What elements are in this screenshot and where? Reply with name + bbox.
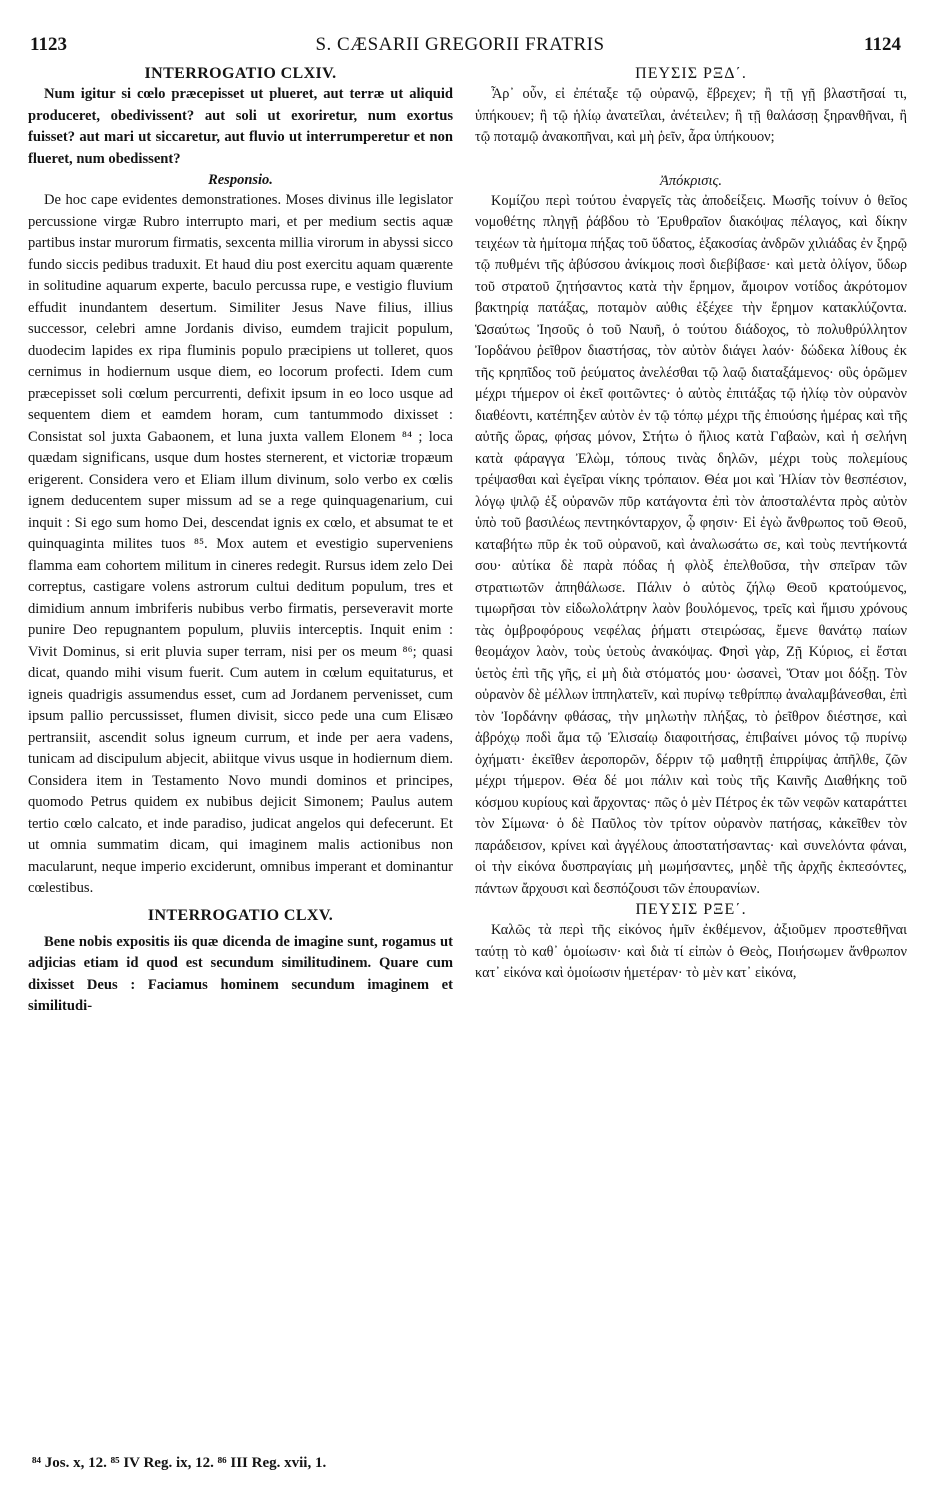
greek-column xyxy=(475,64,907,985)
latin-column xyxy=(28,64,453,1018)
latin-q165-heading: INTERROGATIO CLXV. xyxy=(147,906,334,924)
greek-responsio-label: Ἀπόκρισις. xyxy=(659,172,722,189)
greek-q165-heading: ΠΕΥΣΙΣ ΡΞΕ΄. xyxy=(635,901,747,918)
latin-q164-text: Num igitur si cœlo præcepisset ut plueret, aut terræ ut aliquid produceret, obedivissent? aut soli ut exoriretur, num exortus fuisset? aut mari ut siccaretur, aut fluvio ut interrumperetur et non flueret, num obedissent? xyxy=(28,86,453,167)
greek-q164-text: Ἆρ᾽ οὖν, εἰ ἐπέταξε τῷ οὐρανῷ, ἔβρεχεν; ἢ τῇ γῇ βλαστῆσαί τι, ὑπήκουεν; ἢ τῷ ἡλίῳ ἀνατεῖλαι, ἀνέτειλεν; ἢ τῇ θαλάσσῃ ξηρανθῆναι, ἢ τῷ ποταμῷ ἀνακοπῆναι, καὶ μὴ ῥεῖν, ἆρα ὑπήκουον; xyxy=(475,86,907,145)
greek-q164-heading: ΠΕΥΣΙΣ ΡΞΔ΄. xyxy=(635,65,747,82)
footnotes: ⁸⁴ Jos. x, 12. ⁸⁵ IV Reg. ix, 12. ⁸⁶ III Reg. xvii, 1. xyxy=(32,1455,327,1471)
latin-q165-text: Bene nobis expositis iis quæ dicenda de imagine sunt, rogamus ut adjicias etiam id quod est secundum similitudinem. Quare cum dixisset Deus : Faciamus hominem secundum imaginem et similitudi- xyxy=(28,933,453,1014)
latin-responsio-text: De hoc cape evidentes demonstrationes. Moses divinus ille legislator percussione virgæ Rubro interrupto mari, et per medium sectis aquæ partibus instar murorum firmatis, sexcenta millia virorum in abyssi sicco fundo siccis pedibus traduxit. Et haud diu post exercitu aquam quærente in solitudine aquarum experte, baculo percussa rupe, e vestigio fluvium effudit inundantem desertum. Similiter Jesus Nave filius, illius successor, celebri amne Jordanis diviso, eumdem trajicit populum, duodecim lapides ex ripa fluminis populo præcipiens ut tolleret, quos cernimus in hodiernum usque diem, eo locorum profecti. Idem cum præcepisset soli cœlum percurrenti, defixit ipsum in eo loco usque ad sequentem diem et eamdem horam, cum tantummodo dixisset : Consistat sol juxta Gabaonem, et luna juxta vallem Elonem ⁸⁴ ; loca quædam significans, usque dum hostes sternerent, et victoriæ tropæum erigerent. Considera vero et Eliam illum divinum, solo verbo ex cœlis ignem deducentem super missum ad se a rege quinquagenarium, cui inquit : Si ego sum homo Dei, descendat ignis ex cœlo, et absumat te et quinquaginta milites tuos ⁸⁵. Mox autem et evestigio superveniens flamma eam cohortem militum in cineres redegit. Rursus idem zelo Dei correptus, castigare volens astrorum cultui deditum populum, tres et dimidium annum imbriferis nubibus verbo firmatis, perseveravit morte punire Deo repugnantem populum, pluviis interceptis. Inquit enim : Vivit Dominus, si erit pluvia super terram, nisi per os meum ⁸⁶; quasi dicat, quando mihi visum fuerit. Cum autem in cœlum equitaturus, et igneis quadrigis assumendus esset, cum ad Jordanem pervenisset, cum ipsum pallio percussisset, flumen divisit, sicco pede una cum Elisæo pertransiit, ascendit solus igneum currum, et inde per aera vadens, tunicam ad discipulum abjecit, abiitque vivus usque in hodiernum diem. Considera item in Testamento Novo mundi dominos et principes, quomodo Petrus quidem ex nubibus dejicit Simonem; Paulus autem tertio cœlo calcato, et inde paradiso, judicat angelos qui defecerunt. Et ut omnia summatim dicam, qui imaginem malis actionibus non macularunt, neque imperio exciderunt, omnibus imperant et dominantur cœlestibus. xyxy=(28,192,453,896)
greek-q165-text: Καλῶς τὰ περὶ τῆς εἰκόνος ἡμῖν ἐκθέμενον, ἀξιοῦμεν προστεθῆναι ταύτῃ τὸ καθ᾽ ὁμοίωσιν· καὶ διὰ τί εἰπὼν ὁ Θεὸς, Ποιήσωμεν ἄνθρωπον κατ᾽ εἰκόνα καὶ ὁμοίωσιν ἡμετέραν· τὸ μὲν κατ᾽ εἰκόνα, xyxy=(475,922,907,981)
greek-responsio-text: Κομίζου περὶ τούτου ἐναργεῖς τὰς ἀποδείξεις. Μωσῆς τοίνυν ὁ θεῖος νομοθέτης πληγῇ ῥάβδου τὸ Ἐρυθραῖον διακόψας πέλαγος, καὶ δίκην τειχέων τὰ ἡμίτομα πήξας τοῦ ὕδατος, ἑξακοσίας ἀνδρῶν χιλιάδας ἐν ξηρῷ τῷ πυθμένι τῆς ἀβύσσου ἀνίκμοις ποσὶ διεβίβασε· καὶ μετὰ ὀλίγον, ὕδωρ τοῦ στρατοῦ ζητήσαντος κατὰ τὴν ἔρημον, ἄμοιρον νοτίδος ἀκρότομον βακτηρίᾳ πατάξας, ποταμὸν αὐθις ἐξέχεε τὴν ἔρημον κατακλύζοντα. Ὡσαύτως Ἰησοῦς ὁ τοῦ Ναυῆ, ὁ τούτου διάδοχος, τὸ πολυθρύλλητον Ἰορδάνου ῥεῖθρον διαστήσας, τὸν αὐτὸν διάγει λαόν· δώδεκα λίθους ἐκ τῆς κρηπῖδος τοῦ ῥεύματος ἀνελέσθαι τῷ λαῷ διαταξάμενος· οὓς ὁρῶμεν μέχρι τήμερον οἱ ἐκεῖ φοιτῶντες· ὁ αὐτὸς ἐπιτάξας τῷ ἡλίῳ τὸν οὐρανὸν διαθέοντι, κατέπηξεν αὐτὸν ἐν τῷ τόπῳ μέχρι τῆς ἐπιούσης ἡμέρας καὶ τῆς αὐτῆς ὥρας, φήσας μόνον, Στήτω ὁ ἥλιος κατὰ Γαβαὼν, καὶ ἡ σελήνη κατὰ φάραγγα Ἐλὼμ, τόπους τινὰς δηλῶν, μέχρι τοὺς πολεμίους τρέψασθαι καὶ ἐγεῖραι νίκης τρόπαιον. Θέα μοι καὶ Ἠλίαν τὸν θεσπέσιον, λόγῳ ψιλῷ ἐξ οὐρανῶν πῦρ κατάγοντα ἐπὶ τὸν ἀποσταλέντα πρὸς αὐτὸν ὑπὸ τοῦ βασιλέως πεντηκόνταρχον, ᾧ φησιν· Εἰ ἐγὼ ἄνθρωπος τοῦ Θεοῦ, καταβήτω πῦρ ἐκ τοῦ οὐρανοῦ, καὶ ἀναλωσάτω σε, καὶ τοὺς πεντήκοντά σου· αὐτίκα δὲ παρὰ πόδας ἡ φλὸξ ἐπελθοῦσα, τὴν σπεῖραν τῶν στρατιωτῶν ἀπηθάλωσε. Πάλιν ὁ αὐτὸς ζήλῳ Θεοῦ κρατούμενος, τιμωρῆσαι τὸν εἰδωλολάτρην λαὸν βουλόμενος, τρεῖς καὶ ἥμισυ χρόνους τὰς ὀμβροφόρους νεφέλας ῥήματι στειρώσας, ἔμενε θανάτῳ παίων θεομάχον λαὸν, τοὺς ὑετοὺς ἀνακόψας. Φησὶ γὰρ, Ζῇ Κύριος, εἰ ἔσται ὑετὸς ἐπὶ τῆς γῆς, εἰ μὴ διὰ στόματός μου· ὡσανεὶ, Ὅταν μοι δόξῃ. Τὸν οὐρανὸν δὲ μέλλων ἱππηλατεῖν, καὶ πυρίνῳ τεθρίππῳ ἀναλαμβάνεσθαι, ἐπὶ τὸν Ἰορδάνην φθάσας, τὴν μηλωτὴν πλήξας, τὸ ῥεῖθρον διέστησε, καὶ ἀβρόχῳ ποδὶ ἅμα τῷ Ἐλισαίῳ διαφοιτήσας, ἐπιβαίνει μόνος τῷ πυρίνῳ ὀχήματι· ἐκεῖθεν ἀεροπορῶν, δέρριν τῷ μαθητῇ ἐπιρρίψας ἀπῆλθε, ζῶν μέχρι τήμερον. Θέα δέ μοι πάλιν καὶ τοὺς τῆς Καινῆς Διαθήκης τοῦ κόσμου κυρίους καὶ ἄρχοντας· πῶς ὁ μὲν Πέτρος ἐκ τῶν νεφῶν καταράττει τὸν Σίμωνα· ὁ δὲ Παῦλος τὸν τρίτον οὐρανὸν πατήσας, κἀκεῖθεν τὸν παράδεισον, κρίνει καὶ ἀγγέλους ἀποστατήσαντας· καὶ συνελόντα φάναι, οἱ τὴν εἰκόνα δυσπραγίαις μὴ μωμήσαντες, μηδὲ τῆς ἀρχῆς ἐκπεσόντες, πάντων ἄρχουσι καὶ δεσπόζουσι τῶν ἐπουρανίων. xyxy=(475,192,907,897)
latin-q164-heading: INTERROGATIO CLXIV. xyxy=(144,65,337,82)
latin-responsio-label: Responsio. xyxy=(208,172,273,188)
page-number-right: 1124 xyxy=(864,34,901,55)
running-head xyxy=(0,34,927,56)
page-number-left: 1123 xyxy=(30,34,67,55)
running-title: S. CÆSARII GREGORII FRATRIS xyxy=(315,34,605,55)
